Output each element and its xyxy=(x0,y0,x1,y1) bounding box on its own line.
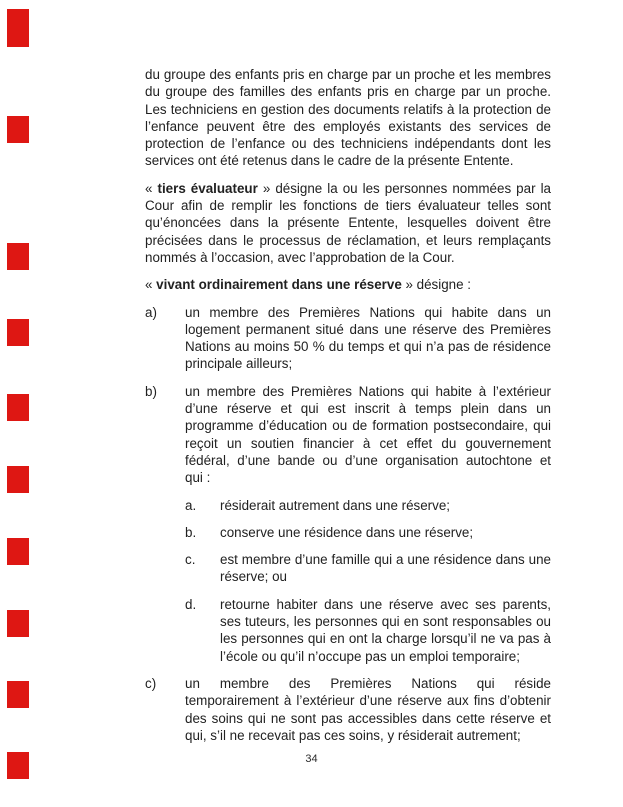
text-run: conserve une résidence dans une réserve; xyxy=(220,524,474,540)
red-redaction-mark xyxy=(7,394,29,421)
list-item-label: c) xyxy=(145,675,157,691)
list-item-text xyxy=(220,497,551,514)
list-item xyxy=(145,383,551,487)
list-item-text xyxy=(185,383,551,487)
red-redaction-mark xyxy=(7,9,29,47)
text-run: » désigne : xyxy=(401,277,472,293)
list-item-text xyxy=(220,524,551,541)
text-run: » désigne la ou les personnes nommées par la Cour afin de remplir les fonctions de tiers évaluateur telles sont qu’énoncées dans la présente Entente, lesquelles doivent être précisées dans le processus de réclamation, et leurs remplaçants nommés à l’occasion, avec l’approbation de la Cour. xyxy=(145,180,551,265)
document-body xyxy=(145,66,551,754)
paragraph xyxy=(145,180,551,266)
text-run: résiderait autrement dans une réserve; xyxy=(220,497,450,513)
red-redaction-mark xyxy=(7,116,29,143)
text-run: un membre des Premières Nations qui habite dans un logement permanent situé dans une réserve des Premières Nations au moins 50 % du temps et qui n’a pas de résidence principale ailleurs; xyxy=(185,304,551,372)
list-item-label: a) xyxy=(145,304,157,320)
text-run: un membre des Premières Nations qui habite à l’extérieur d’une réserve et qui est inscrit à temps plein dans un programme d’éducation ou de formation postsecondaire, qui reçoit un soutien financier à cet effet du gouvernement fédéral, d’une bande ou d’une organisation autochtone et qui : xyxy=(185,383,551,486)
list-item xyxy=(145,551,551,586)
list-item-text xyxy=(185,675,551,744)
list-item-label: a. xyxy=(185,497,197,513)
red-redaction-mark xyxy=(7,466,29,493)
red-redaction-mark xyxy=(7,681,29,708)
list-item xyxy=(145,524,551,541)
text-run: est membre d’une famille qui a une résidence dans une réserve; ou xyxy=(220,552,551,585)
list-item xyxy=(145,596,551,665)
red-redaction-mark xyxy=(7,319,29,346)
text-run: « xyxy=(145,277,157,293)
list-item-text xyxy=(220,551,551,586)
list-item-text xyxy=(185,304,551,373)
page-number: 34 xyxy=(305,753,318,765)
text-run: retourne habiter dans une réserve avec ses parents, ses tuteurs, les personnes qui en sont responsables ou les personnes qui en ont la charge lorsqu’il ne va pas à l’école ou qu’il n’occupe pas un emploi temporaire; xyxy=(220,596,551,664)
red-redaction-mark xyxy=(7,243,29,270)
paragraph xyxy=(145,276,551,293)
list-item xyxy=(145,675,551,744)
text-run: du groupe des enfants pris en charge par un proche et les membres du groupe des familles des enfants pris en charge par un proche. Les techniciens en gestion des documents relatifs à la protection de l’enfance peuvent être des employés existants des services de protection de l’enfance ou des techniciens indépendants dont les services ont été retenus dans le cadre de la présente Entente. xyxy=(145,67,551,169)
list-item-label: c. xyxy=(185,552,196,568)
list-item-label: b) xyxy=(145,383,157,399)
list-item-label: b. xyxy=(185,524,197,540)
list-item-text xyxy=(220,596,551,665)
text-run: un membre des Premières Nations qui réside temporairement à l’extérieur d’une réserve aux fins d’obtenir des soins qui ne sont pas accessibles dans cette réserve et qui, s’il ne recevait pas ces soins, y résiderait autrement; xyxy=(185,675,551,743)
red-redaction-mark xyxy=(7,610,29,637)
list-item xyxy=(145,497,551,514)
red-redaction-mark xyxy=(7,538,29,565)
paragraph xyxy=(145,66,551,170)
text-run: « xyxy=(145,180,158,196)
bold-term: vivant ordinairement dans une réserve xyxy=(156,277,402,293)
bold-term: tiers évaluateur xyxy=(157,180,258,196)
list-item-label: d. xyxy=(185,596,197,612)
list-item xyxy=(145,304,551,373)
